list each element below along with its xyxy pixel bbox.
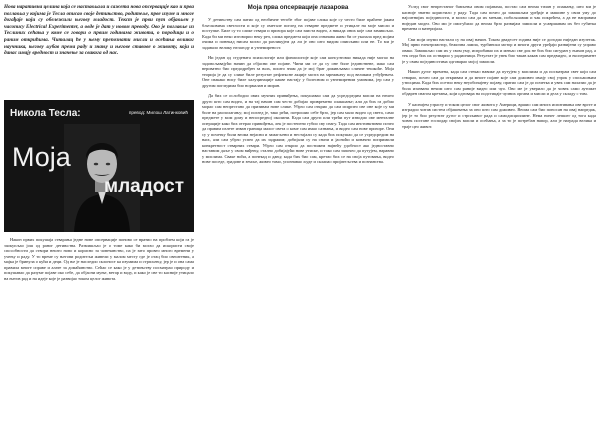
body-paragraph: Ни један од студената психологије или физиологије које сам консултовао никада није могао на задовољавајући начин да објасни ове појаве. Чини ми се да су оне биле јединствене, иако сам вероватно био предодређен за њих, пошто знам да је мој брат доживљавао сличне тешкоће. Моја теорија је да су слике биле резултат рефлексне акције мозга на мрежњачу под великим узбуђењем. Оне свакако нису биле халуцинације какве настају у болесним и узнемиреним умовима, јер сам у другим погледима био нормалан и миран. (202, 55, 394, 88)
cover-title-line2: младост (104, 176, 184, 197)
intro-paragraph: Нова наративна целина која се настављала и сажета нова опсервације као и прва поглавља у којима је Тесла описао своје детињство, родитеље, прве изуме и многе догађаје који су обележили његову младост. Текст је први пут објављен у часопису Electrical Experimenter, а овде је дат у новом преводу. Ово је поглавље из Теслиних сећања у коме се говори о првим годинама живота, о породици и о раним открићима. Читалац ће у њему препознати мисли и осећања великог научника, његову љубав према раду и знању и његове ставове о животу, који и данас имају вредност и значење за свакога од нас. (4, 4, 194, 57)
book-cover-image (4, 100, 194, 232)
body-paragraph: У каснијем узрасту и током целог свог живота у Америци, вршио сам многа испитивања ове врсте и изградио читав систем објашњења за оно што сам доживео. Веома сам био поносан на овај напредак, јер је то био резултат дугог и стрпљивог рада и самодисциплине. Нема ничег лепшег од тога када човек постане господар својих мисли и осећања, а за то је потребан напор, али је награда велика и траје цео живот. (402, 101, 596, 129)
cover-author: Никола Тесла: (10, 108, 81, 119)
body-paragraph: Да бих се ослободио ових мучних привиђења, покушавао сам да усредсредим мисли на нешто друго што сам видео, и на тај начин сам често добијао привремено олакшање; али да бих га добио морао сам непрестано да призивам нове слике. Убрзо сам открио да сам исцрпео све оне које су ми биле на располагању; мој поглед је, тако рећи, потрошио себе брзо, јер сам мало видео од света, само предмете у мом дому и непосредној околини. Када сам други или трећи пут изводио ове менталне операције како бих отерао привиђења, лек је постепено губио сву снагу. Тада сам инстинктивно почео да правим излете изван граница малог света о коме сам имао сазнања, и видео сам нове призоре. Они су у почетку били веома нејасни и замагљени и нестајали су када бих покушао да се усредсредим на њих, али сам убрзо успео да их задржим; добијали су на снази и јасноћи и коначно попримили конкретност стварних ствари. Убрзо сам открио да постижем највећу удобност ако једноставно наставим даље у свом виђењу, стално добијајући нове утиске, и тако сам започео да путујем, наравно у мислима. Сваке ноћи, а понекад и дању, када бих био сам, кретао бих се на своја путовања, видео нове поседе, градове и земље, живео тамо, упознавао људе и склапао пријатељства и познанства. (202, 93, 394, 164)
column-left (4, 4, 194, 420)
body-paragraph: Сви моји изуми настали су на овај начин. Током двадесет година није се догодио ниједан изузетак. Мој први електромотор, бежична лампа, турбински мотор и многи други уређаји развијени су управо овако. Замишљао сам их у свом уму, испробавао их и мењао све док не бих био сигуран у њихов рад, а тек онда бих их остварио у радионици. Резултат је увек био такав какав сам предвидео, и експеримент је у свим појединостима одговарао мојој замисли. (402, 36, 596, 64)
column-right (402, 4, 596, 420)
cover-translator: превод: Милош Латинковић (128, 110, 188, 115)
body-paragraph: Након првих покушаја стварања једне нове опсервације поново се вратио на проблем који га је заокупљао још од раног детињства. Размишљао је о томе како би могао да искористи своје способности да створи нешто ново и корисно за човечанство, па је зато провео много времени у учењу и раду. У то време су његови родитељи живели у малом месту где је отац био свештеник, а мајка је бринула о кући и деци. Од ње је наследио склоност ка изумима и стрпљењу, јер је и она сама правила многе справе и алате за домаћинство. Сећао се како је у детињству посматрао природу и покушавао да разуме појаве око себе, да објасни муње, ветар и воду, и како је све то касније утицало на његов рад и на идеје које је развијао током целог живота. (4, 237, 194, 281)
cover-title-line1: Моја (12, 142, 71, 172)
body-paragraph: Услед свог непрестаног бављења овим појавама, постао сам веома тачан у опажању, што ми је касније знатно користило у раду. Тада сам почео да замишљам уређаје и машине у свом уму до најситнијих појединости, и могао сам да их мењам, побољшавам и чак покрећем, а да не направим ниједан модел. Ово ми је омогућило да веома брзо развијам замисли и усавршавам их без губитка времена и материјала. (402, 4, 596, 31)
body-paragraph: У детињству сам патио од необичне тегобе због појаве слика које су често биле праћене јаким бљесковима светлости и које су ометале поглед на стварне предмете и утицале на моје мисли и поступке. Биле су то слике ствари и призора које сам заиста видео, а никада оних које сам замишљао. Када би ми неко изговорио неку реч, слика предмета који она означава живо би се указала пред мојим очима и понекад нисам могао да разликујем да ли је оно што видим опипљиво или не. То ми је задавало велику нелагоду и узнемиреност. (202, 17, 394, 50)
body-paragraph: Након дугог времена, када сам стекао навике да путујем у мислима и да посматрам свет који сам стварао, почео сам да откривам и да многе појаве које сам доживео имају свој узрок у спољашњим утисцима. Када бих осетио неку неуобичајену појаву, пратио сам је до почетка и увек сам налазио да је била изазвана нечим што сам раније видео или чуо. Ово ме је уверило да је човек само аутомат обдарен снагом кретања, који одговара на подстицаје чулних органа и мисли и дела у складу с тим. (402, 69, 596, 96)
column-middle (202, 4, 394, 420)
article-heading: Моја прва опсервације лазарова (247, 4, 349, 11)
